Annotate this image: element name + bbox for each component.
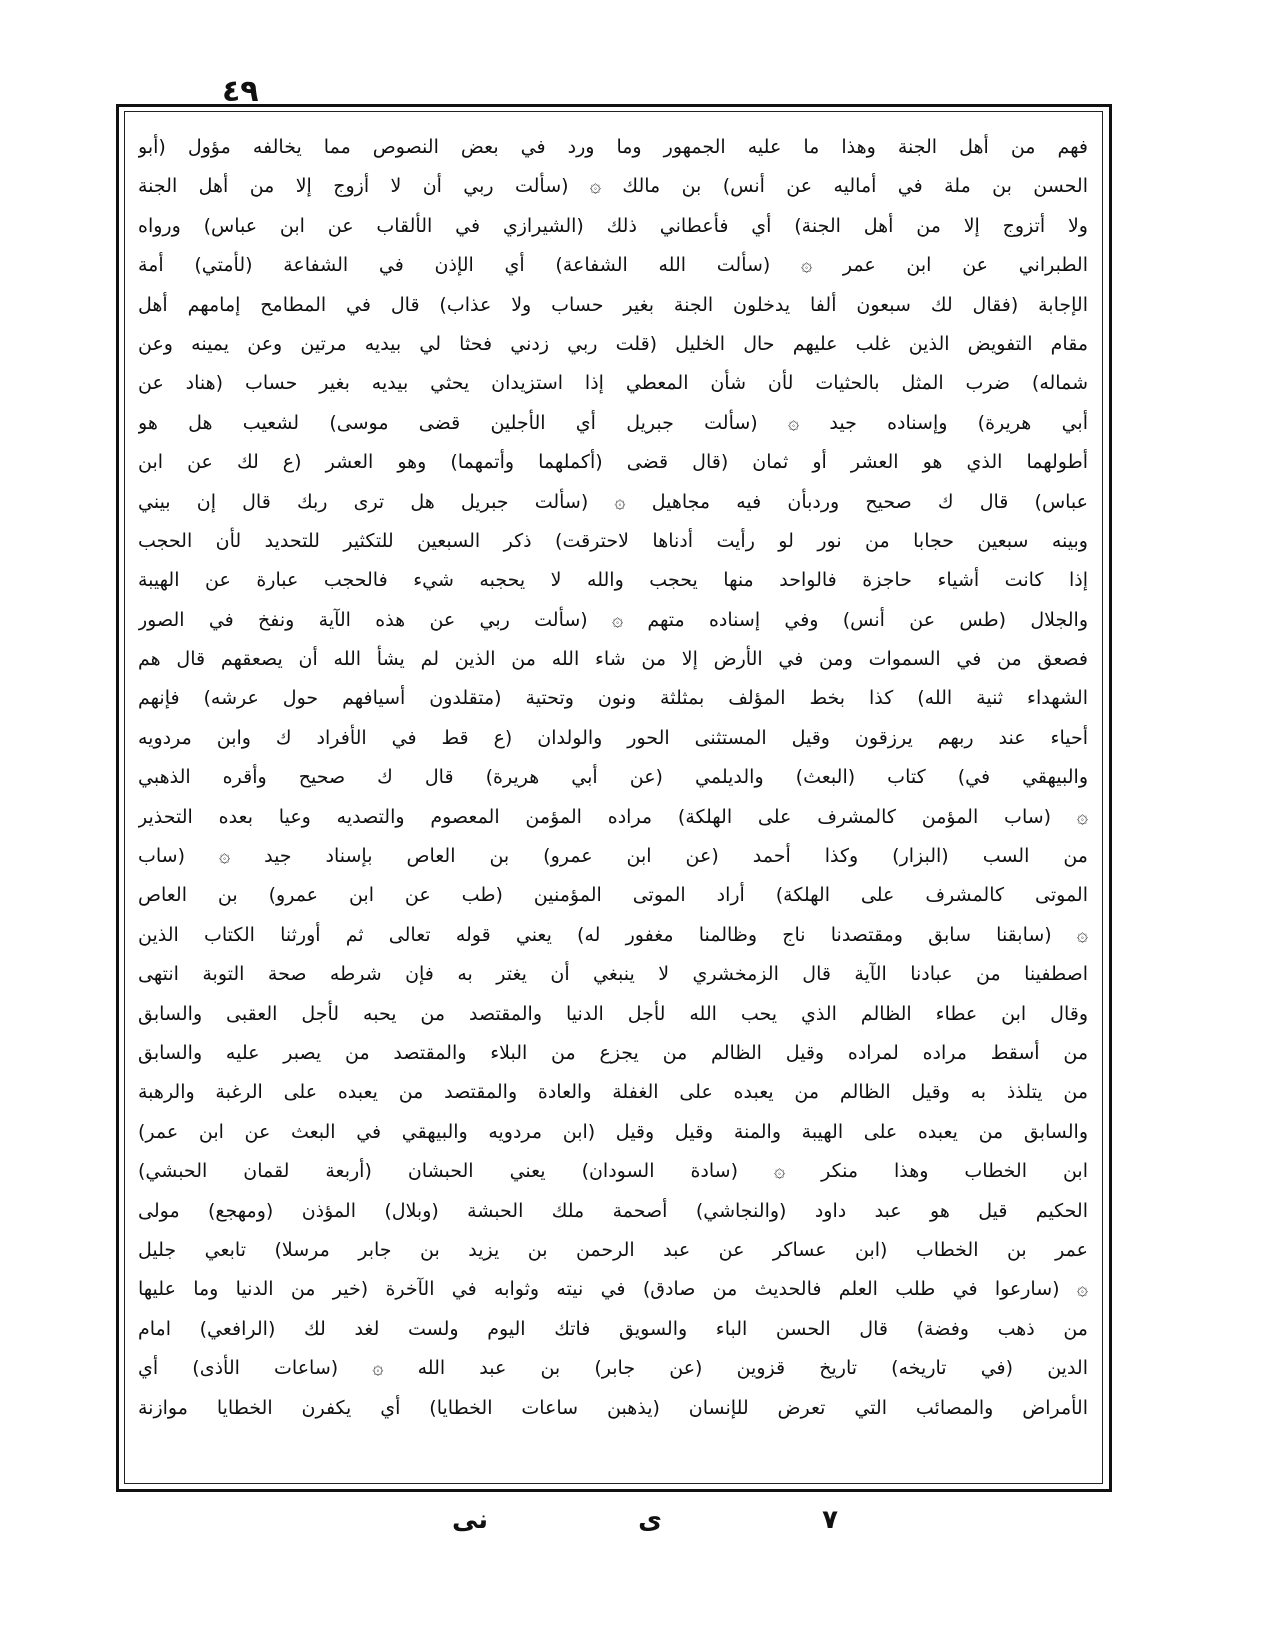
- text-line: الشهداء ثنية الله) كذا بخط المؤلف بمثلثة ونون وتحتية (متقلدون أسيافهم حول عرشه) فإنهم: [138, 687, 1088, 710]
- text-line: اصطفينا من عبادنا الآية قال الزمخشري لا ينبغي أن يغتر به فإن شرطه صحة التوبة انتهى: [138, 963, 1088, 986]
- page-number: ٤٩: [222, 74, 259, 109]
- text-line: شماله) ضرب المثل بالحثيات لأن شأن المعطي إذا استزيدان يحثي بيديه بغير حساب (هناد عن: [138, 372, 1088, 395]
- text-line: وقال ابن عطاء الظالم الذي يحب الله لأجل الدنيا والمقتصد من يحبه لأجل العقبى والسابق: [138, 1002, 1088, 1025]
- text-line: أطولهما الذي هو العشر أو ثمان (قال قضى (أكملهما وأتمهما) وهو العشر (ع لك عن ابن: [138, 451, 1088, 474]
- text-line: إذا كانت أشياء حاجزة فالواحد منها يحجب والله لا يحجبه شيء فالحجب عبارة عن الهيبة: [138, 569, 1088, 592]
- text-line: الحسن بن ملة في أماليه عن أنس) بن مالك ۞ (سألت ربي أن لا أزوج إلا من أهل الجنة: [138, 175, 1088, 198]
- text-line: أحياء عند ربهم يرزقون وقيل المستثنى الحور والولدان (ع قط في الأفراد ك وابن مردويه: [138, 726, 1088, 749]
- text-line: من أسقط مراده لمراده وقيل الظالم من يجزع من البلاء والمقتصد من يصبر عليه والسابق: [138, 1041, 1088, 1064]
- text-line: من ذهب وفضة) قال الحسن الباء والسويق فاتك اليوم ولست لغد لك (الرافعي) امام: [138, 1317, 1088, 1340]
- text-line: الطبراني عن ابن عمر ۞ (سألت الله الشفاعة) أي الإذن في الشفاعة (لأمتي) أمة: [138, 254, 1088, 277]
- text-line: الموتى كالمشرف على الهلكة) أراد الموتى المؤمنين (طب عن ابن عمرو) بن العاص: [138, 884, 1088, 907]
- text-line: الحكيم قيل هو عبد داود (والنجاشي) أصحمة ملك الحبشة (وبلال) المؤذن (ومهجع) مولى: [138, 1199, 1088, 1222]
- text-line: من يتلذذ به وقيل الظالم من يعبده على الغفلة والعادة والمقتصد من يعبده على الرغبة والرهبة: [138, 1081, 1088, 1104]
- text-line: ۞ (ساب المؤمن كالمشرف على الهلكة) مراده المؤمن المعصوم والتصديه وعيا بعده التحذير: [138, 805, 1088, 828]
- signature-mark: ى: [638, 1505, 662, 1535]
- text-line: عمر بن الخطاب (ابن عساكر عن عبد الرحمن بن يزيد بن جابر مرسلا) تابعي جليل: [138, 1238, 1088, 1261]
- text-line: أبي هريرة) وإسناده جيد ۞ (سألت جبريل أي الأجلين قضى موسى) لشعيب هل هو: [138, 411, 1088, 434]
- text-line: فهم من أهل الجنة وهذا ما عليه الجمهور وما ورد في بعض النصوص مما يخالفه مؤول (أبو: [138, 136, 1088, 158]
- text-line: الأمراض والمصائب التي تعرض للإنسان (يذهبن ساعات الخطايا) أي يكفرن الخطايا موازنة: [138, 1396, 1088, 1419]
- text-line: ابن الخطاب وهذا منكر ۞ (سادة السودان) يعني الحبشان (أربعة لقمان الحبشي): [138, 1160, 1088, 1183]
- text-line: فصعق من في السموات ومن في الأرض إلا من شاء الله من الذين لم يشأ الله أن يصعقهم قال هم: [138, 648, 1088, 671]
- signature-marks: [440, 1505, 860, 1545]
- text-line: من السب (البزار) وكذا أحمد (عن ابن عمرو) بن العاص بإسناد جيد ۞ (ساب: [138, 845, 1088, 868]
- text-line: وبينه سبعين حجابا من نور لو رأيت أدناها لاحترقت) ذكر السبعين للتكثير للتحديد لأن الحجب: [138, 529, 1088, 552]
- text-line: عباس) قال ك صحيح وردبأن فيه مجاهيل ۞ (سألت جبريل هل ترى ربك قال إن بيني: [138, 490, 1088, 513]
- text-line: ولا أتزوج إلا من أهل الجنة) أي فأعطاني ذلك (الشيرازي في الألقاب عن ابن عباس) ورواه: [138, 214, 1088, 237]
- signature-mark: ٧: [822, 1505, 838, 1535]
- text-line: ۞ (سارعوا في طلب العلم فالحديث من صادق) في نيته وثوابه في الآخرة (خير من الدنيا وما عليها: [138, 1278, 1088, 1301]
- text-line: الدين (في تاريخه) تاريخ قزوين (عن جابر) بن عبد الله ۞ (ساعات الأذى) أي: [138, 1357, 1088, 1380]
- text-line: مقام التفويض الذين غلب عليهم حال الخليل (قلت ربي زدني فحثا لي بيديه مرتين وعن يمينه وعن: [138, 332, 1088, 355]
- text-line: والجلال (طس عن أنس) وفي إسناده متهم ۞ (سألت ربي عن هذه الآية ونفخ في الصور: [138, 608, 1088, 631]
- body-text: [138, 128, 1088, 1478]
- text-line: الإجابة (فقال لك سبعون ألفا يدخلون الجنة بغير حساب ولا عذاب) قال في المطامح إمامهم أهل: [138, 293, 1088, 316]
- signature-mark: نى: [451, 1505, 489, 1535]
- text-line: والسابق من يعبده على الهيبة والمنة وقيل وقيل (ابن مردويه والبيهقي في البعث عن ابن عمر): [138, 1120, 1088, 1143]
- text-line: والبيهقي في) كتاب (البعث) والديلمي (عن أبي هريرة) قال ك صحيح وأقره الذهبي: [138, 766, 1088, 789]
- text-line: ۞ (سابقنا سابق ومقتصدنا ناج وظالمنا مغفور له) يعني قوله تعالى ثم أورثنا الكتاب الذين: [138, 923, 1088, 946]
